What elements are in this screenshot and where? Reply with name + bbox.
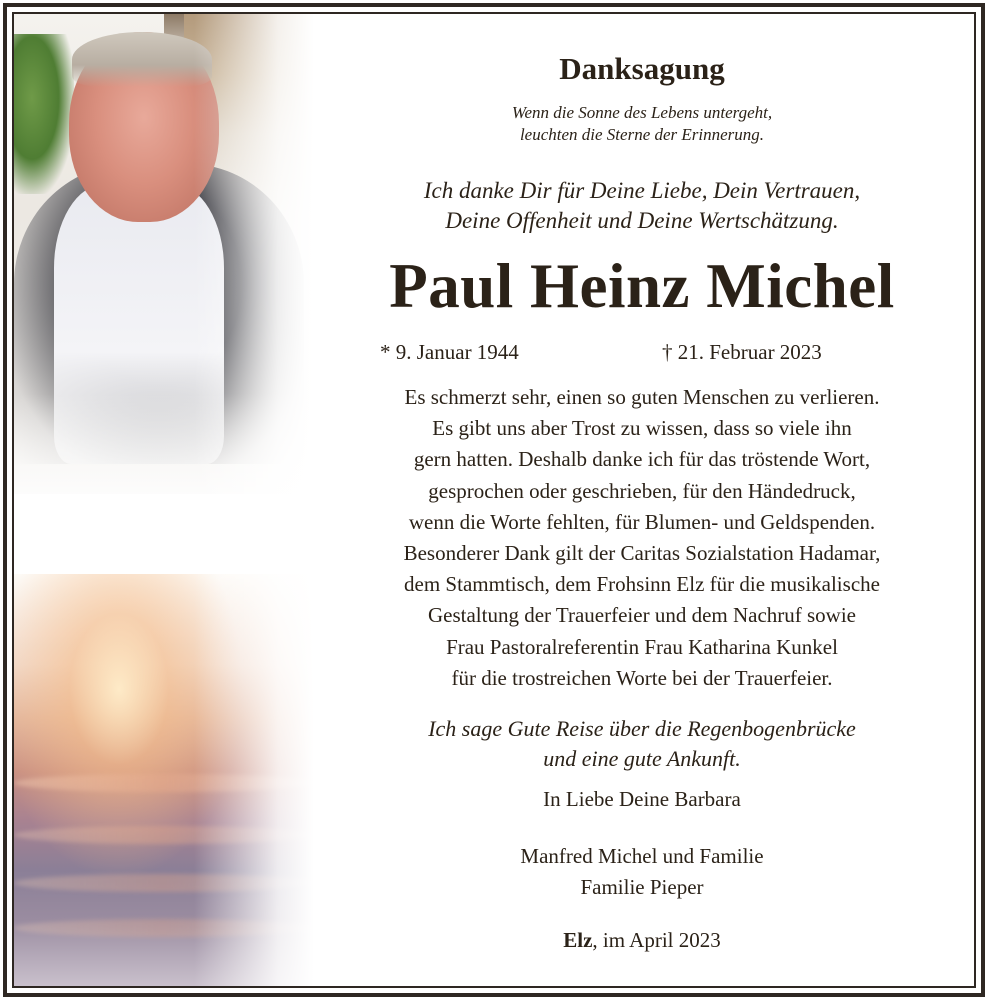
signature-line: Manfred Michel und Familie (520, 844, 764, 868)
life-dates (310, 340, 974, 370)
obituary-notice (12, 12, 976, 988)
body-line: Es schmerzt sehr, einen so guten Menschen zu verlieren. (404, 385, 880, 409)
place: Elz (563, 928, 593, 952)
death-date: † 21. Februar 2023 (662, 340, 822, 364)
body-line: Besonderer Dank gilt der Caritas Sozialstation Hadamar, (403, 541, 881, 566)
signature-line: Familie Pieper (580, 875, 704, 899)
farewell-verse (310, 714, 974, 774)
body-line: Gestaltung der Trauerfeier und dem Nachruf sowie (427, 603, 857, 628)
motto (310, 102, 974, 146)
birth-date: * 9. Januar 1944 (380, 340, 519, 364)
body-line: Es gibt uns aber Trost zu wissen, dass so viele ihn (432, 416, 852, 441)
thanks-line: Ich danke Dir für Deine Liebe, Dein Vertrauen, (423, 178, 861, 203)
portrait-photo (14, 14, 314, 986)
thanks-line: Deine Offenheit und Deine Wertschätzung. (445, 208, 839, 233)
body-line: Frau Pastoralreferentin Frau Katharina Kunkel (446, 634, 838, 659)
notice-title: Danksagung (559, 51, 725, 86)
thanks-verse (310, 176, 974, 236)
body-line: wenn die Worte fehlten, für Blumen- und Geldspenden. (408, 509, 876, 534)
farewell-line: und eine gute Ankunft. (543, 746, 741, 771)
signature-primary: In Liebe Deine Barbara (543, 787, 741, 811)
notice-text (310, 14, 974, 986)
motto-line: leuchten die Sterne der Erinnerung. (519, 125, 765, 144)
thanks-body (310, 382, 974, 694)
signature-secondary (310, 841, 974, 903)
body-line: dem Stammtisch, dem Frohsinn Elz für die musikalische (404, 572, 880, 597)
farewell-line: Ich sage Gute Reise über die Regenbogenbrücke (428, 716, 856, 741)
deceased-name: Paul Heinz Michel (389, 251, 895, 321)
body-line: gesprochen oder geschrieben, für den Händedruck, (428, 478, 856, 503)
body-line: für die trostreichen Worte bei der Trauerfeier. (451, 665, 833, 690)
body-line: gern hatten. Deshalb danke ich für das tröstende Wort, (413, 447, 871, 472)
date-text: , im April 2023 (592, 928, 721, 952)
motto-line: Wenn die Sonne des Lebens untergeht, (511, 103, 773, 122)
place-and-date (310, 928, 974, 953)
